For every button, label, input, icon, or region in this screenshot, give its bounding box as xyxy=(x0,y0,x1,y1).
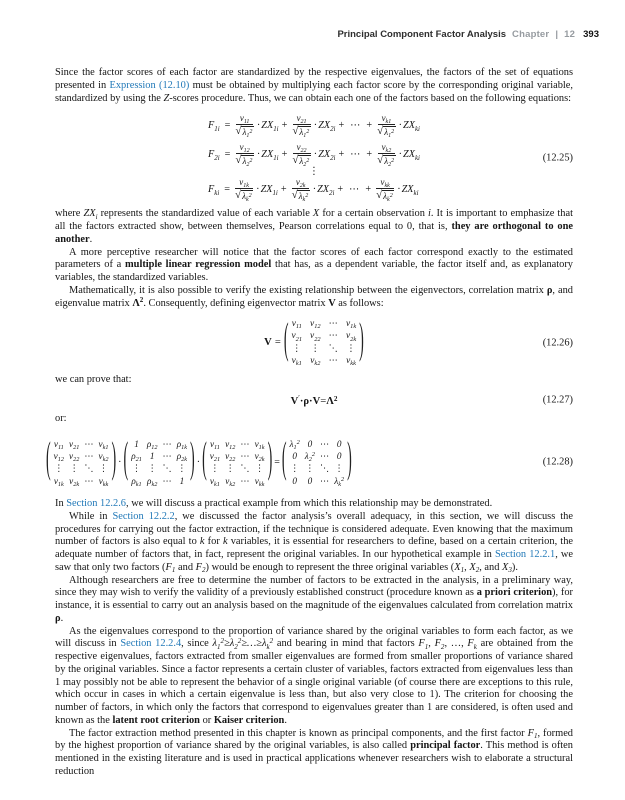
chapter-label: Chapter xyxy=(512,29,550,40)
running-head-title: Principal Component Factor Analysis xyxy=(337,29,507,40)
fraction: $v_{k1}$ √ $\lambda_1^2$ xyxy=(377,113,395,140)
matrix: ( $\lambda_1^2$ 0 ⋯ 0 0 $\lambda_2^2$ ⋯ 0 ⋮ ⋮ ⋱ ⋮ 0 0 ⋯ $\lambda_k^2$ ) xyxy=(281,437,352,488)
paragraph-kaiser: As the eigenvalues correspond to the proportion of variance shared by the original variables to form each factor, as we will discuss in Section 12.2.4, since $\lambda_1^2\ge\lambda_2^2\ge\dots\ge\lambda_k^2$ and bearing in mind that factors $F_1$, $F_2$, …, $F_k$ are obtained from the respective eigenvalues, factors extracted from smaller eigenvalues are formed from smaller proportions of variance shared by the original variables. Since a factor represents a certain cluster of variables, factors extracted from eigenvalues less than 1 may possibly not be able to represent the behavior of a single original variable (of course there are exceptions to this rule, which occur in cases in which a certain eigenvalue is less than, but also very close to 1). The criterion for choosing the number of factors, in which only the factors that correspond to eigenvalues greater than 1 are considered, is often used and known as the latent root criterion or Kaiser criterion. xyxy=(55,625,573,726)
fraction: $v_{22}$ √ $\lambda_2^2$ xyxy=(292,142,310,169)
equals-sign: = xyxy=(274,337,281,349)
paragraph-apriori: Although researchers are free to determine the number of factors to be extracted in the analysis, in a preliminary way, since they may wish to verify the validity of a previously established construct (procedure known as a priori criterion), for instance, it is essential to carry out an analysis based on the magnitude of the eigenvalues calculated from correlation matrix ρ. xyxy=(55,574,573,624)
chapter-number: 12 xyxy=(564,29,576,40)
paragraph-section-1226: In Section 12.2.6, we will discuss a practical example from which this relationship may be demonstrated. xyxy=(55,498,493,510)
paragraph-prove: we can prove that: xyxy=(55,374,132,386)
fraction: $v_{2k}$ √ $\lambda_k^2$ xyxy=(291,177,309,204)
paragraph-intro: Since the factor scores of each factor are standardized by the respective eigenvalues, the factors of the set of equations presented in Expression (12.10) must be obtained by multiplying each factor score by the corresponding original variable, standardized by using the Z-scores procedure. Thus, we can obtain each one of the factors based on the following equations: xyxy=(55,67,574,104)
equation-12-25 xyxy=(55,111,573,204)
paragraph-or: or: xyxy=(55,412,67,424)
fraction: $v_{k2}$ √ $\lambda_2^2$ xyxy=(377,142,395,169)
equation-number: (12.28) xyxy=(542,456,573,468)
matrix: ( $v_{11}$ $v_{12}$ ⋯ $v_{1k}$ $v_{21}$ $v_{22}$ ⋯ $v_{2k}$ ⋮ ⋮ ⋱ ⋮ $v_{k1}$ $v_{k2}$ ⋯ $v_{kk}$ ) xyxy=(202,437,273,488)
equation-number: (12.27) xyxy=(542,394,573,406)
matrix: ( $v_{11}$ $v_{12}$ ⋯ $v_{1k}$ $v_{21}$ $v_{22}$ ⋯ $v_{2k}$ ⋮ ⋮ ⋱ ⋮ $v_{k1}$ $v_{k2}$ ⋯ $v_{kk}$ ) xyxy=(283,317,364,367)
matrix-product-expansion: ( $v_{11}$ $v_{21}$ ⋯ $v_{k1}$ $v_{12}$ $v_{22}$ ⋯ $v_{k2}$ ⋮ ⋮ ⋱ ⋮ $v_{1k}$ $v_{2k}$ ⋯ $v_{kk}$ ) · ( 1 $\rho_{12}$ ⋯ $\rho_{1k}$ $\rho_{21}$ 1 ⋯ $\rho_{2k}$ ⋮ ⋮ ⋱ ⋮ $\rho_{k1}$ $\rho_{k2}$ ⋯ 1 ) · ( $v_{11}$ $v_{12}$ ⋯ $v_{1k}$ $v_{21}$ $v_{22}$ ⋯ $v_{2k}$ ⋮ ⋮ ⋱ ⋮ $v_{k1}$ $v_{k2}$ ⋯ $v_{kk}$ ) = ( $\lambda_1^2$ 0 ⋯ 0 0 $\lambda_2^2$ ⋯ 0 ⋮ ⋮ ⋱ ⋮ 0 0 ⋯ $\lambda_k^2$ ) xyxy=(46,437,352,488)
equation-number: (12.26) xyxy=(542,337,573,349)
cross-reference-link[interactable]: Section 12.2.6 xyxy=(66,498,127,510)
matrix: ( $v_{11}$ $v_{21}$ ⋯ $v_{k1}$ $v_{12}$ $v_{22}$ ⋯ $v_{k2}$ ⋮ ⋮ ⋱ ⋮ $v_{1k}$ $v_{2k}$ ⋯ $v_{kk}$ ) xyxy=(46,437,117,488)
equation-12-28 xyxy=(46,437,573,488)
text-column xyxy=(46,67,574,779)
fraction: $v_{12}$ √ $\lambda_2^2$ xyxy=(235,142,253,169)
paragraph-extraction-procedures: While in Section 12.2.2, we discussed the factor analysis’s overall adequacy, in this section, we will discuss the procedures for carrying out the factor extraction, if the technique is considered adequate. Even knowing that the maximum number of factors is also equal to k for k variables, it is essential for researchers to define, based on a certain criterion, the adequate number of factors that, in fact, represent the original variables. In our hypothetical example in Section 12.2.1, we saw that only two factors ($F_1$ and $F_2$) would be enough to represent the three original variables ($X_1$, $X_2$, and $X_3$). xyxy=(55,510,574,575)
running-head xyxy=(337,29,599,40)
chapter-divider: | xyxy=(555,29,559,40)
equation-number: (12.25) xyxy=(542,152,573,164)
paragraph-regression: A more perceptive researcher will notice that the factor scores of each factor correspond exactly to the estimated parameters of a multiple linear regression model that has, as a dependent variable, the factor itself and, as explanatory variables, the standardized variables. xyxy=(55,246,573,283)
fraction: $v_{1k}$ √ $\lambda_k^2$ xyxy=(235,177,252,204)
eigenvector-matrix-definition xyxy=(264,318,364,367)
paragraph-principal-factor: The factor extraction method presented in this chapter is known as principal components, and the first factor $F_1$, formed by the highest proportion of variance shared by the original variables, is also called principal factor. This method is often mentioned in the existing literature and is used in practical applications whenever researchers wish to elaborate a structural reduction xyxy=(55,727,573,777)
fraction: $v_{21}$ √ $\lambda_1^2$ xyxy=(292,113,310,140)
cross-reference-link[interactable]: Section 12.2.4 xyxy=(120,638,182,650)
paragraph-orthogonal: where $ZX_i$ represents the standardized value of each variable X for a certain observation i. It is important to emphasize that all the factors extracted show, between themselves, Pearson correlations equal to 0, that is, they are orthogonal to one another. xyxy=(55,208,573,245)
matrix-v xyxy=(284,318,364,367)
fraction: $v_{kk}$ √ $\lambda_k^2$ xyxy=(376,177,393,204)
matrix-identity: V ′ · ρ · V = $\Lambda^2$ xyxy=(290,394,338,407)
matrix-v-symbol: V xyxy=(264,337,272,349)
fraction: $v_{11}$ √ $\lambda_1^2$ xyxy=(235,113,253,140)
cross-reference-link[interactable]: Section 12.2.2 xyxy=(112,510,175,522)
equation-12-27 xyxy=(55,391,573,409)
equation-system: $F_{1i}$ = $v_{11}$ √ $\lambda_1^2$ · $ZX_{1i}$ + $v_{21}$ √ $\lambda_1^2$ · $ZX_{2i}$ + ⋯ + $v_{k1}$ √ $\lambda_1^2$ · $ZX_{ki}$ $F_{2i}$ = $v_{12}$ √ $\lambda_2^2$ · $ZX_{1i}$ + $v_{22}$ √ $\lambda_2^2$ · $ZX_{2i}$ + ⋯ + $v_{k2}$ √ $\lambda_2^2$ · $ZX_{ki}$ ⋮ $F_{ki}$ = $v_{1k}$ √ $\lambda_k^2$ · $ZX_{1i}$ + $v_{2k}$ √ $\lambda_k^2$ · $ZX_{2i}$ + ⋯ + $v_{kk}$ √ $\lambda_k^2$ · $ZX_{ki}$ xyxy=(208,113,420,204)
matrix: ( 1 $\rho_{12}$ ⋯ $\rho_{1k}$ $\rho_{21}$ 1 ⋯ $\rho_{2k}$ ⋮ ⋮ ⋱ ⋮ $\rho_{k1}$ $\rho_{k2}$ ⋯ 1 ) xyxy=(123,437,195,488)
cross-reference-link[interactable]: Section 12.2.1 xyxy=(494,549,556,561)
page-number: 393 xyxy=(583,29,599,40)
cross-reference-link[interactable]: Expression (12.10) xyxy=(109,79,190,91)
equation-12-26 xyxy=(55,318,573,367)
paragraph-mathematically: Mathematically, it is also possible to verify the existing relationship between the eigenvectors, correlation matrix ρ, and eigenvalue matrix $\Lambda^2$. Consequently, defining eigenvector matrix V as follows: xyxy=(55,284,573,309)
